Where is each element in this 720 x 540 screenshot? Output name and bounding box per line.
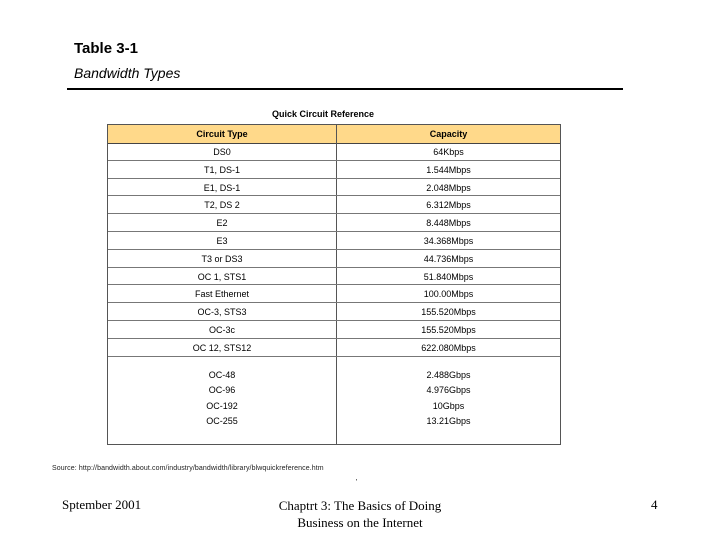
grouped-rows [108, 370, 560, 440]
footer-chapter [230, 497, 490, 531]
cell-circuit-type: OC-3, STS3 [197, 307, 247, 318]
table-row [108, 232, 560, 250]
source-citation: Source: http://bandwidth.about.com/industry/bandwidth/library/blwquickreference.htm [52, 465, 324, 472]
table-row [108, 179, 560, 197]
circuit-table [107, 124, 561, 445]
reference-title: Quick Circuit Reference [271, 109, 375, 119]
grouped-row [108, 385, 560, 399]
cell-circuit-type: OC-96 [208, 385, 236, 396]
title-rule [67, 88, 623, 90]
table-title: Bandwidth Types [74, 65, 181, 81]
cell-capacity: 34.368Mbps [423, 236, 474, 246]
table-header [108, 125, 560, 144]
cell-circuit-type: OC-3c [208, 325, 235, 335]
table-row [108, 268, 560, 286]
cell-circuit-type: T3 or DS3 [201, 253, 243, 264]
table-row [108, 339, 560, 357]
table-row [108, 321, 560, 339]
footer-date: Sptember 2001 [62, 497, 142, 512]
table-row [108, 214, 560, 232]
table-row [108, 285, 560, 303]
cell-circuit-type: E2 [216, 218, 228, 229]
cell-circuit-type: OC-255 [206, 415, 238, 426]
grouped-row [108, 401, 560, 415]
table-row [108, 161, 560, 179]
cell-circuit-type: Fast Ethernet [194, 289, 250, 300]
cell-circuit-type: E1, DS-1 [203, 182, 241, 193]
cell-capacity: 8.448Mbps [426, 218, 471, 229]
table-row [108, 143, 560, 161]
table-row [108, 303, 560, 321]
cell-capacity: 2.048Mbps [426, 182, 471, 193]
cell-capacity: 10Gbps [432, 400, 465, 411]
cell-capacity: 13.21Gbps [426, 415, 471, 426]
footer-chapter-line1: Chaptrt 3: The Basics of Doing [278, 498, 442, 513]
footer-page-number: 4 [651, 497, 658, 512]
cell-capacity: 4.976Gbps [426, 385, 471, 396]
cell-circuit-type: OC-48 [208, 370, 236, 380]
cell-capacity: 622.080Mbps [421, 342, 476, 353]
header-capacity: Capacity [429, 129, 468, 139]
cell-circuit-type: OC 1, STS1 [197, 271, 247, 282]
cell-capacity: 155.520Mbps [421, 325, 476, 335]
cell-capacity: 1.544Mbps [426, 164, 471, 175]
cell-capacity: 44.736Mbps [423, 253, 474, 264]
grouped-row [108, 370, 560, 384]
cell-circuit-type: T2, DS 2 [204, 200, 240, 211]
cell-capacity: 51.840Mbps [423, 271, 474, 282]
table-row [108, 196, 560, 214]
tick-mark: ' [356, 479, 358, 486]
cell-circuit-type: E3 [216, 236, 228, 246]
cell-circuit-type: T1, DS-1 [203, 164, 240, 175]
cell-circuit-type: OC 12, STS12 [192, 342, 252, 353]
cell-capacity: 64Kbps [433, 147, 464, 157]
table-number: Table 3-1 [74, 40, 138, 57]
cell-capacity: 2.488Gbps [426, 370, 471, 380]
footer-chapter-line2: Business on the Internet [297, 515, 423, 530]
grouped-row [108, 416, 560, 430]
cell-circuit-type: DS0 [213, 147, 231, 157]
table-row [108, 250, 560, 268]
header-circuit-type: Circuit Type [196, 129, 248, 139]
cell-circuit-type: OC-192 [206, 400, 238, 411]
cell-capacity: 100.00Mbps [423, 289, 474, 300]
cell-capacity: 6.312Mbps [426, 200, 471, 211]
cell-capacity: 155.520Mbps [421, 307, 476, 318]
